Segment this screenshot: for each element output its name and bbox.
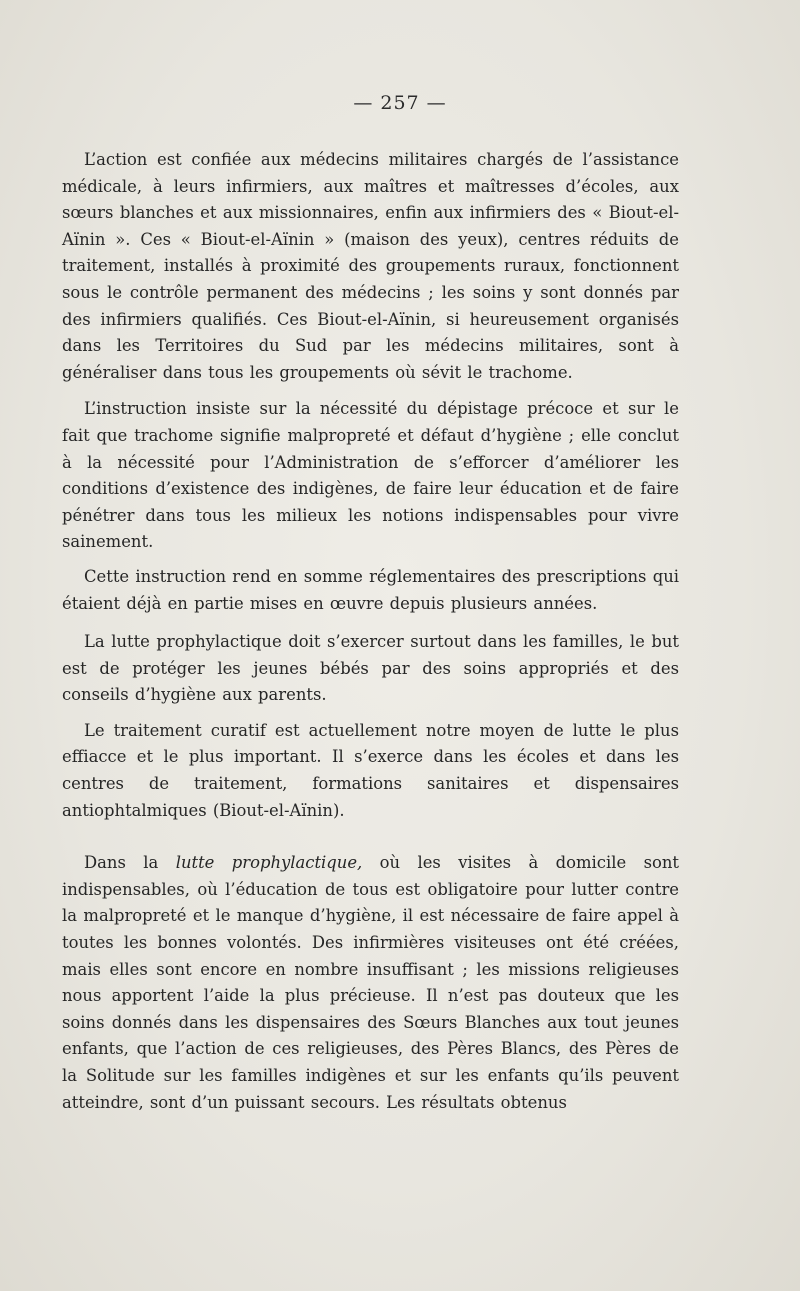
italic-lutte-prophylactique: lutte prophylactique, [175,853,363,873]
paragraph-instruction-reglementaire: Cette instruction rend en somme réglementaires des prescriptions qui étaient déjà en partie mises en œuvre depuis plusieurs années. [62,566,679,613]
paragraph-action-medecins: L’action est confiée aux médecins militaires chargés de l’assistance médicale, à leurs infirmiers, aux maîtres et maîtresses d’écoles, aux sœurs blanches et aux missionnaires, enfin aux infirmiers des « Biout-el-Aïnin ». Ces « Biout-el-Aïnin » (maison des yeux), centres réduits de traitement, installés à proximité des groupements ruraux, fonctionnent sous le contrôle permanent des médecins ; les soins y sont donnés par des infirmiers qualifiés. Ces Biout-el-Aïnin, si heureusement organisés dans les Territoires du Sud par les médecins militaires, sont à généraliser dans tous les groupements où sévit le trachome. [62,150,679,382]
paragraph-instruction-depistage: L’instruction insiste sur la nécessité du dépistage précoce et sur le fait que trachome signifie malpropreté et défaut d’hygiène ; elle conclut à la nécessité pour l’Administration de s’efforcer d’améliorer les conditions d’existence des indigènes, de faire leur éducation et de faire pénétrer dans tous les milieux les notions indispensables pour vivre sainement. [62,399,679,552]
body-text [62,147,679,1116]
page-number: — 257 — [353,92,447,114]
paragraph-visites-domicile [62,850,679,1116]
paragraph-traitement-curatif: Le traitement curatif est actuellement notre moyen de lutte le plus effiacce et le plus important. Il s’exerce dans les écoles et dans les centres de traitement, formations sanitaires et dispensaires antiophtalmiques (Biout-el-Aïnin). [62,720,679,820]
paragraph-visites-domicile-start: Dans la [84,853,176,873]
paragraph-visites-domicile-rest: où les visites à domicile sont indispensables, où l’éducation de tous est obligatoire pour lutter contre la malpropreté et le manque d’hygiène, il est nécessaire de faire appel à toutes les bonnes volontés. Des infirmières visiteuses ont été créées, mais elles sont encore en nombre insuffisant ; les missions religieuses nous apportent l’aide la plus précieuse. Il n’est pas douteux que les soins donnés dans les dispensaires des Sœurs Blanches aux tout jeunes enfants, que l’action de ces religieuses, des Pères Blancs, des Pères de la Solitude sur les familles indigènes et sur les enfants qu’ils peuvent atteindre, sont d’un puissant secours. Les résultats obtenus [62,853,679,1112]
paragraph-lutte-prophylactique: La lutte prophylactique doit s’exercer surtout dans les familles, le but est de protéger les jeunes bébés par des soins appropriés et des conseils d’hygiène aux parents. [62,632,679,705]
